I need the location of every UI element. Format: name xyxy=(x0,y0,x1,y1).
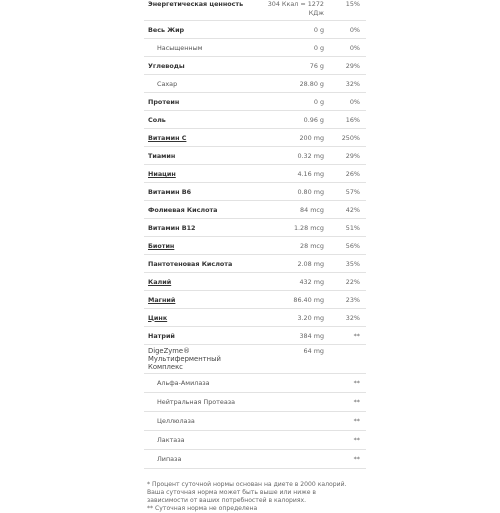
nutrient-percent: 15% xyxy=(326,0,366,21)
table-row xyxy=(144,147,366,165)
nutrient-amount: 86.40 mg xyxy=(256,291,326,309)
nutrient-name: Соль xyxy=(144,111,256,129)
enzyme-value: ** xyxy=(326,431,366,450)
enzyme-amount xyxy=(256,393,326,412)
nutrient-percent: 0% xyxy=(326,93,366,111)
enzyme-amount xyxy=(256,431,326,450)
nutrient-link[interactable]: Цинк xyxy=(148,313,168,322)
nutrient-percent: 250% xyxy=(326,129,366,147)
nutrient-name: Витамин B12 xyxy=(144,219,256,237)
nutrient-amount: 28 mcg xyxy=(256,237,326,255)
nutrition-panel xyxy=(144,0,358,513)
nutrient-name: Насыщенным xyxy=(144,39,256,57)
nutrient-name: Витамин B6 xyxy=(144,183,256,201)
nutrient-name: Протеин xyxy=(144,93,256,111)
nutrient-amount: 0 g xyxy=(256,21,326,39)
nutrient-name: Углеводы xyxy=(144,57,256,75)
footnote xyxy=(144,481,355,513)
nutrient-percent: ** xyxy=(326,327,366,345)
enzyme-value: ** xyxy=(326,374,366,393)
nutrient-percent: 22% xyxy=(326,273,366,291)
nutrient-percent: 29% xyxy=(326,147,366,165)
table-row xyxy=(144,57,366,75)
nutrient-name: Весь Жир xyxy=(144,21,256,39)
footnote-not-established: ** Суточная норма не определена xyxy=(147,505,258,512)
nutrient-amount: 3.20 mg xyxy=(256,309,326,327)
table-row xyxy=(144,183,366,201)
nutrient-link[interactable]: Витамин C xyxy=(148,133,187,142)
nutrient-name[interactable] xyxy=(144,129,256,147)
nutrient-percent: 0% xyxy=(326,39,366,57)
nutrient-amount: 4.16 mg xyxy=(256,165,326,183)
nutrient-name[interactable] xyxy=(144,309,256,327)
table-row xyxy=(144,111,366,129)
enzyme-value: ** xyxy=(326,412,366,431)
enzyme-value: ** xyxy=(326,450,366,469)
table-row xyxy=(144,0,366,21)
complex-amount: 64 mg xyxy=(256,345,326,374)
nutrient-percent: 16% xyxy=(326,111,366,129)
nutrient-amount: 28.80 g xyxy=(256,75,326,93)
nutrient-percent: 51% xyxy=(326,219,366,237)
nutrient-link[interactable]: Биотин xyxy=(148,241,175,250)
nutrient-amount: 2.08 mg xyxy=(256,255,326,273)
table-row xyxy=(144,75,366,93)
nutrient-name[interactable] xyxy=(144,165,256,183)
table-row xyxy=(144,93,366,111)
nutrient-amount: 0.80 mg xyxy=(256,183,326,201)
enzyme-name: Лактаза xyxy=(144,431,256,450)
table-row xyxy=(144,412,366,431)
nutrient-percent: 57% xyxy=(326,183,366,201)
nutrient-name[interactable] xyxy=(144,237,256,255)
nutrient-amount: 432 mg xyxy=(256,273,326,291)
nutrient-amount: 0 g xyxy=(256,93,326,111)
table-row xyxy=(144,273,366,291)
table-row xyxy=(144,21,366,39)
nutrient-percent: 32% xyxy=(326,75,366,93)
complex-name: DigeZyme® Мультиферментный Комплекс xyxy=(144,345,256,374)
nutrient-amount: 0.96 g xyxy=(256,111,326,129)
table-row xyxy=(144,165,366,183)
nutrient-percent: 29% xyxy=(326,57,366,75)
enzyme-name: Альфа-Амилаза xyxy=(144,374,256,393)
table-row xyxy=(144,393,366,412)
nutrient-name: Пантотеновая Кислота xyxy=(144,255,256,273)
nutrient-name[interactable] xyxy=(144,291,256,309)
nutrient-percent: 56% xyxy=(326,237,366,255)
nutrient-amount: 0.32 mg xyxy=(256,147,326,165)
nutrient-name: Энергетическая ценность xyxy=(144,0,256,21)
nutrient-percent: 23% xyxy=(326,291,366,309)
table-row xyxy=(144,327,366,345)
nutrient-name: Сахар xyxy=(144,75,256,93)
table-row xyxy=(144,39,366,57)
nutrient-name: Тиамин xyxy=(144,147,256,165)
nutrient-link[interactable]: Ниацин xyxy=(148,169,176,178)
nutrient-name[interactable] xyxy=(144,273,256,291)
table-row xyxy=(144,345,366,374)
nutrient-link[interactable]: Магний xyxy=(148,295,176,304)
nutrient-amount: 76 g xyxy=(256,57,326,75)
nutrient-amount: 200 mg xyxy=(256,129,326,147)
enzyme-name: Нейтральная Протеаза xyxy=(144,393,256,412)
nutrient-percent: 42% xyxy=(326,201,366,219)
enzyme-amount xyxy=(256,412,326,431)
enzyme-amount xyxy=(256,374,326,393)
enzyme-amount xyxy=(256,450,326,469)
nutrient-amount: 1.28 mcg xyxy=(256,219,326,237)
complex-percent xyxy=(326,345,366,374)
enzyme-name: Липаза xyxy=(144,450,256,469)
nutrient-name: Фолиевая Кислота xyxy=(144,201,256,219)
nutrient-name: Натрий xyxy=(144,327,256,345)
nutrient-link[interactable]: Калий xyxy=(148,277,172,286)
table-row xyxy=(144,450,366,469)
nutrient-amount: 0 g xyxy=(256,39,326,57)
table-row xyxy=(144,237,366,255)
enzyme-value: ** xyxy=(326,393,366,412)
nutrient-percent: 35% xyxy=(326,255,366,273)
nutrient-percent: 32% xyxy=(326,309,366,327)
table-row xyxy=(144,255,366,273)
nutrient-percent: 26% xyxy=(326,165,366,183)
nutrition-table xyxy=(144,0,366,469)
nutrient-amount: 384 mg xyxy=(256,327,326,345)
table-row xyxy=(144,219,366,237)
nutrient-amount: 304 Ккал = 1272 КДж xyxy=(256,0,326,21)
nutrient-percent: 0% xyxy=(326,21,366,39)
nutrient-amount: 84 mcg xyxy=(256,201,326,219)
table-row xyxy=(144,431,366,450)
footnote-daily-value: * Процент суточной нормы основан на диете в 2000 калорий. Ваша суточная норма может быть выше или ниже в зависимости от ваших потребностей в калориях. xyxy=(147,481,347,504)
table-row xyxy=(144,374,366,393)
table-row xyxy=(144,291,366,309)
table-row xyxy=(144,129,366,147)
table-row xyxy=(144,309,366,327)
table-row xyxy=(144,201,366,219)
enzyme-name: Целлюлаза xyxy=(144,412,256,431)
